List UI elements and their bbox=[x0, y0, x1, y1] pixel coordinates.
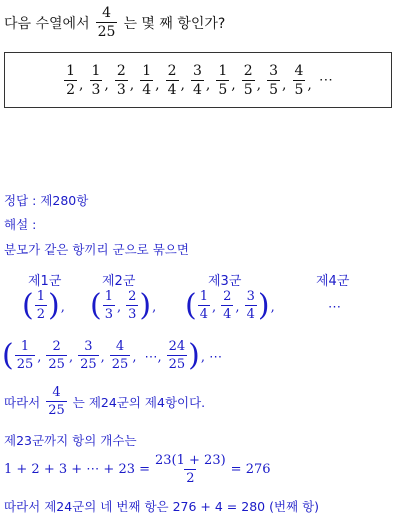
group-label-3: 제3군 bbox=[208, 274, 242, 289]
fraction-numerator: 4 bbox=[102, 5, 111, 21]
comma: , bbox=[270, 300, 275, 315]
close-paren: ) bbox=[139, 287, 152, 323]
fraction-denominator: 5 bbox=[218, 81, 228, 98]
fraction-numerator: 2 bbox=[223, 289, 232, 304]
comma: , bbox=[68, 350, 74, 365]
comma: , bbox=[104, 76, 109, 93]
sequence-term bbox=[140, 64, 153, 97]
fraction bbox=[78, 340, 99, 371]
group-set-2 bbox=[90, 287, 160, 323]
open-paren: ( bbox=[22, 287, 34, 323]
question-prefix: 다음 수열에서 bbox=[4, 15, 90, 32]
fraction-denominator: 25 bbox=[80, 357, 97, 372]
comma: , bbox=[235, 300, 240, 315]
sum-equation bbox=[4, 454, 271, 485]
sequence-term bbox=[216, 64, 229, 97]
comma: , bbox=[37, 350, 42, 365]
group-set-3 bbox=[185, 287, 279, 323]
fraction-denominator: 4 bbox=[223, 307, 232, 322]
conclusion-fraction bbox=[46, 386, 67, 417]
fraction-numerator: 3 bbox=[269, 62, 279, 79]
open-paren: ( bbox=[2, 337, 14, 373]
sequence-term bbox=[293, 64, 306, 97]
sequence-term bbox=[115, 64, 128, 97]
fraction-numerator: 1 bbox=[36, 289, 45, 304]
conclusion-prefix: 따라서 bbox=[4, 394, 41, 410]
fraction bbox=[103, 290, 115, 321]
fraction-denominator: 25 bbox=[111, 357, 129, 372]
sequence-term bbox=[267, 64, 280, 97]
fraction-denominator: 3 bbox=[128, 307, 137, 322]
comma: , bbox=[205, 76, 211, 93]
fraction-numerator: 4 bbox=[52, 385, 61, 400]
fraction-denominator: 5 bbox=[269, 81, 279, 98]
fraction-numerator: 1 bbox=[199, 289, 208, 304]
conclusion-line bbox=[4, 386, 205, 417]
trailing-ellipsis: , ⋯ bbox=[200, 350, 223, 365]
fraction-numerator: 2 bbox=[116, 62, 126, 79]
fraction-numerator: 3 bbox=[246, 289, 255, 304]
sum-fraction bbox=[153, 454, 228, 485]
comma: , bbox=[79, 76, 84, 93]
fraction-numerator: 1 bbox=[20, 339, 30, 354]
fraction-denominator: 5 bbox=[243, 81, 253, 98]
fraction-numerator: 4 bbox=[115, 339, 125, 354]
fraction-denominator: 4 bbox=[142, 81, 152, 98]
open-paren: ( bbox=[185, 287, 197, 323]
fraction-denominator: 2 bbox=[36, 307, 45, 322]
fraction-denominator: 2 bbox=[186, 471, 195, 486]
fraction-denominator: 25 bbox=[168, 357, 186, 372]
group-24-set bbox=[2, 337, 226, 373]
sum-lhs: 1 + 2 + 3 + ⋯ + 23 = bbox=[4, 462, 151, 477]
fraction bbox=[198, 290, 210, 321]
comma: , bbox=[307, 76, 312, 93]
comma: , bbox=[117, 300, 122, 315]
fraction bbox=[126, 290, 138, 321]
sequence-term bbox=[242, 64, 255, 97]
fraction-numerator: 2 bbox=[243, 62, 253, 79]
fraction-denominator: 25 bbox=[48, 357, 65, 372]
fraction-numerator: 23(1 + 23) bbox=[155, 453, 226, 468]
question-suffix: 는 몇 째 항인가? bbox=[123, 15, 226, 32]
fraction bbox=[35, 290, 47, 321]
fraction-numerator: 3 bbox=[84, 339, 93, 354]
conclusion-suffix: 는 제24군의 제4항이다. bbox=[72, 394, 206, 410]
fraction bbox=[15, 340, 36, 371]
fraction-numerator: 1 bbox=[91, 62, 101, 79]
fraction-denominator: 25 bbox=[16, 357, 34, 372]
fraction-numerator: 4 bbox=[294, 62, 304, 79]
group-intro-text: 분모가 같은 항끼리 군으로 묶으면 bbox=[4, 242, 189, 257]
close-paren: ) bbox=[257, 287, 270, 323]
fraction-denominator: 25 bbox=[97, 24, 116, 40]
fraction-numerator: 2 bbox=[128, 289, 137, 304]
fraction-numerator: 1 bbox=[66, 62, 76, 79]
fraction-denominator: 4 bbox=[193, 81, 202, 98]
fraction-denominator: 3 bbox=[116, 81, 126, 98]
fraction-numerator: 2 bbox=[52, 339, 61, 354]
fraction bbox=[167, 340, 188, 371]
comma: , bbox=[132, 350, 137, 365]
sequence-term bbox=[90, 64, 103, 97]
comma: , bbox=[256, 76, 262, 93]
fraction-denominator: 2 bbox=[66, 81, 76, 98]
group-set-1 bbox=[22, 287, 69, 323]
comma: , bbox=[129, 76, 135, 93]
close-paren: ) bbox=[48, 287, 60, 323]
group-4-ellipsis: ⋯ bbox=[328, 300, 341, 315]
group-label-2: 제2군 bbox=[102, 274, 136, 289]
fraction-denominator: 5 bbox=[294, 81, 304, 98]
sequence-term bbox=[64, 64, 77, 97]
sequence-term bbox=[191, 64, 204, 97]
fraction bbox=[110, 340, 131, 371]
fraction-denominator: 4 bbox=[167, 81, 177, 98]
fraction-denominator: 4 bbox=[246, 307, 255, 322]
sequence-ellipsis: ⋯ bbox=[318, 72, 333, 88]
count-line: 제23군까지 항의 개수는 bbox=[4, 433, 137, 448]
sum-rhs: = 276 bbox=[230, 462, 271, 477]
open-paren: ( bbox=[90, 287, 102, 323]
comma: , bbox=[231, 76, 236, 93]
fraction-denominator: 3 bbox=[91, 81, 101, 98]
fraction-numerator: 2 bbox=[167, 62, 177, 79]
fraction-numerator: 1 bbox=[218, 62, 228, 79]
comma: , bbox=[180, 76, 185, 93]
question-text bbox=[4, 6, 225, 39]
middle-ellipsis: ⋯, bbox=[144, 350, 162, 365]
comma: , bbox=[282, 76, 287, 93]
fraction-denominator: 3 bbox=[104, 307, 113, 322]
fraction bbox=[221, 290, 233, 321]
close-paren: ) bbox=[188, 337, 200, 373]
question-fraction bbox=[96, 6, 118, 39]
group-label-4: 제4군 bbox=[316, 274, 350, 289]
fraction-numerator: 3 bbox=[193, 62, 202, 79]
comma: , bbox=[100, 350, 105, 365]
fraction bbox=[46, 340, 67, 371]
fraction-numerator: 1 bbox=[104, 289, 113, 304]
answer-line: 정답 : 제280항 bbox=[4, 193, 89, 208]
sequence-box bbox=[4, 52, 392, 108]
fraction-denominator: 25 bbox=[48, 403, 65, 418]
sequence-term bbox=[166, 64, 179, 97]
comma: , bbox=[152, 300, 157, 315]
final-line: 따라서 제24군의 네 번째 항은 276 + 4 = 280 (번째 항) bbox=[4, 499, 320, 514]
fraction bbox=[245, 290, 257, 321]
fraction-denominator: 4 bbox=[199, 307, 208, 322]
sequence bbox=[63, 64, 333, 97]
comma: , bbox=[60, 300, 65, 315]
group-label-1: 제1군 bbox=[28, 274, 62, 289]
fraction-numerator: 24 bbox=[168, 339, 186, 354]
fraction-numerator: 1 bbox=[142, 62, 152, 79]
comma: , bbox=[155, 76, 160, 93]
comma: , bbox=[212, 300, 217, 315]
explanation-label: 해설 : bbox=[4, 217, 37, 232]
